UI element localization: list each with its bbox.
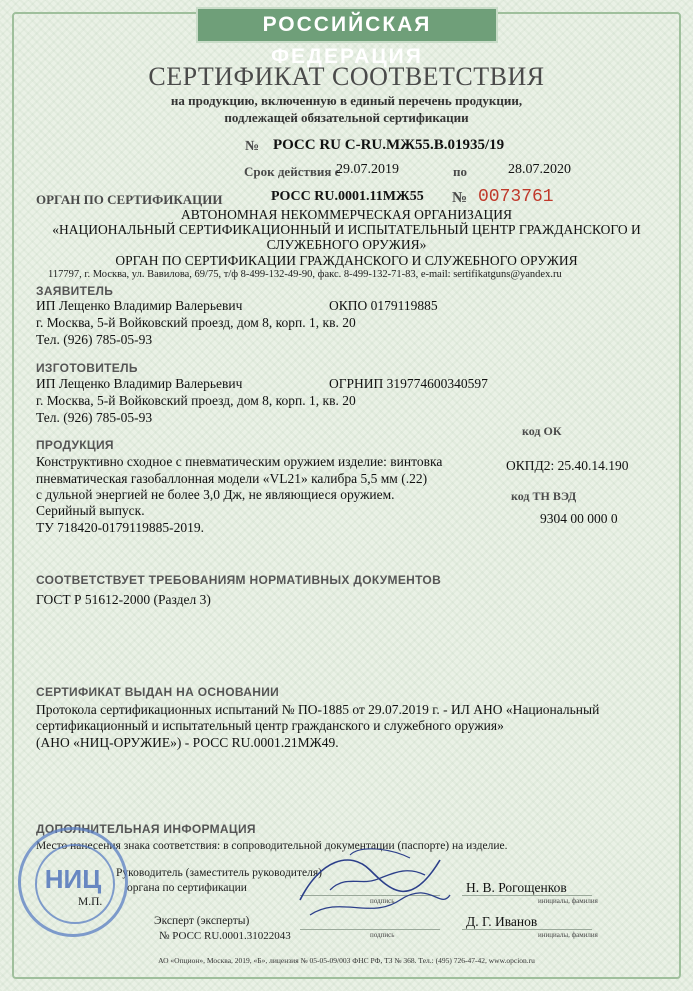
tnved-label: код ТН ВЭД: [511, 489, 577, 503]
subtitle-line-1: на продукцию, включенную в единый перечень продукции,: [170, 93, 523, 108]
head-label-line-1: Руководитель (заместитель руководителя): [116, 867, 322, 879]
applicant-phone: Тел. (926) 785-05-93: [36, 332, 153, 347]
head-name-line: [462, 895, 592, 896]
manufacturer-label: ИЗГОТОВИТЕЛЬ: [36, 361, 138, 375]
product-label: ПРОДУКЦИЯ: [36, 438, 114, 452]
basis-line-2: сертификационный и испытательный центр гражданского и служебного оружия»: [36, 718, 504, 733]
additional-text: Место нанесения знака соответствия: в сопроводительной документации (паспорте) на изделие.: [36, 840, 508, 852]
product-line-2: пневматическая газобаллонная модели «VL21» калибра 5,5 мм (.22): [36, 471, 428, 486]
body-line-3: СЛУЖЕБНОГО ОРУЖИЯ»: [266, 237, 427, 252]
certificate-number: РОСС RU С-RU.МЖ55.В.01935/19: [273, 137, 505, 153]
expert-code: № РОСС RU.0001.31022043: [159, 930, 291, 942]
basis-line-3: (АНО «НИЦ-ОРУЖИЕ») - РОСС RU.0001.21МЖ49.: [36, 735, 339, 750]
product-line-4: Серийный выпуск.: [36, 503, 145, 518]
head-initials-caption: инициалы, фамилия: [538, 897, 598, 905]
certification-body-code: РОСС RU.0001.11МЖ55: [271, 189, 424, 204]
body-line-1: АВТОНОМНАЯ НЕКОММЕРЧЕСКАЯ ОРГАНИЗАЦИЯ: [181, 207, 512, 222]
expert-sign-caption: подпись: [370, 931, 395, 939]
manufacturer-phone: Тел. (926) 785-05-93: [36, 410, 153, 425]
seal-stamp: [18, 827, 128, 937]
additional-label: ДОПОЛНИТЕЛЬНАЯ ИНФОРМАЦИЯ: [36, 822, 256, 836]
manufacturer-name: ИП Лещенко Владимир Валерьевич: [36, 376, 243, 391]
applicant-label: ЗАЯВИТЕЛЬ: [36, 284, 114, 298]
applicant-name: ИП Лещенко Владимир Валерьевич: [36, 298, 243, 313]
tnved-code: 9304 00 000 0: [540, 511, 618, 526]
printer-footer: АО «Опцион», Москва, 2019, «Б», лицензия № 05-05-09/003 ФНС РФ, ТЗ № 368. Тел.: (495) 726-47-42, www.opcion.ru: [158, 956, 535, 965]
expert-label: Эксперт (эксперты): [154, 915, 250, 927]
handwritten-signature: [290, 840, 460, 930]
valid-to: 28.07.2020: [508, 162, 571, 177]
validity-label: Срок действия с: [244, 164, 341, 179]
conformity-standard: ГОСТ Р 51612-2000 (Раздел 3): [36, 592, 211, 607]
country-banner: РОССИЙСКАЯ ФЕДЕРАЦИЯ: [196, 7, 498, 43]
body-line-4: ОРГАН ПО СЕРТИФИКАЦИИ ГРАЖДАНСКОГО И СЛУЖЕБНОГО ОРУЖИЯ: [115, 253, 578, 268]
head-name: Н. В. Рогощенков: [466, 880, 567, 895]
body-address: 117797, г. Москва, ул. Вавилова, 69/75, т/ф 8-499-132-49-90, факс. 8-499-132-71-83, e-mail: sertifikatguns@yandex.ru: [48, 269, 562, 280]
applicant-address: г. Москва, 5-й Войковский проезд, дом 8, корп. 1, кв. 20: [36, 315, 356, 330]
ok-code-label: код ОК: [522, 424, 562, 438]
subtitle-line-2: подлежащей обязательной сертификации: [224, 110, 469, 125]
seal-mark: НИЦ: [44, 864, 102, 894]
manufacturer-code: ОГРНИП 319774600340597: [329, 376, 488, 391]
expert-name: Д. Г. Иванов: [466, 914, 538, 929]
expert-initials-caption: инициалы, фамилия: [538, 931, 598, 939]
valid-from: 29.07.2019: [336, 162, 399, 177]
body-line-2: «НАЦИОНАЛЬНЫЙ СЕРТИФИКАЦИОННЫЙ И ИСПЫТАТЕЛЬНЫЙ ЦЕНТР ГРАЖДАНСКОГО И: [52, 222, 641, 237]
number-label: №: [245, 139, 260, 154]
certification-body-label: ОРГАН ПО СЕРТИФИКАЦИИ: [36, 192, 223, 207]
mp-label: М.П.: [78, 896, 103, 908]
conformity-label: СООТВЕТСТВУЕТ ТРЕБОВАНИЯМ НОРМАТИВНЫХ ДОКУМЕНТОВ: [36, 573, 442, 587]
basis-line-1: Протокола сертификационных испытаний № ПО-1885 от 29.07.2019 г. - ИЛ АНО «Национальный: [36, 702, 600, 717]
head-label-line-2: органа по сертификации: [127, 882, 247, 894]
applicant-code: ОКПО 0179119885: [329, 298, 438, 313]
valid-to-label: по: [453, 164, 467, 179]
product-line-5: ТУ 718420-0179119885-2019.: [36, 520, 205, 535]
expert-name-line: [462, 929, 592, 930]
blank-number-label: №: [452, 190, 468, 206]
basis-label: СЕРТИФИКАТ ВЫДАН НА ОСНОВАНИИ: [36, 685, 280, 699]
head-sign-caption: подпись: [370, 897, 395, 905]
product-line-1: Конструктивно сходное с пневматическим оружием изделие: винтовка: [36, 454, 443, 469]
blank-number: 0073761: [478, 187, 554, 207]
okpd-code: ОКПД2: 25.40.14.190: [506, 458, 629, 473]
manufacturer-address: г. Москва, 5-й Войковский проезд, дом 8, корп. 1, кв. 20: [36, 393, 356, 408]
product-line-3: с дульной энергией не более 3,0 Дж, не являющиеся оружием.: [36, 487, 395, 502]
document-title: СЕРТИФИКАТ СООТВЕТСТВИЯ: [148, 62, 545, 91]
